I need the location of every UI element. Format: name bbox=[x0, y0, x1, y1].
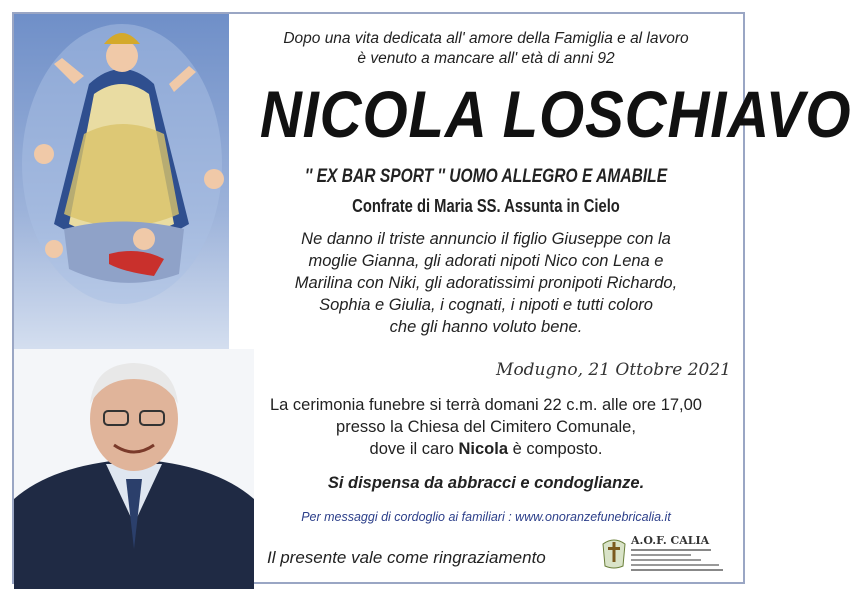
thanks-note: Il presente vale come ringraziamento bbox=[267, 548, 546, 567]
deceased-portrait-photo bbox=[14, 349, 254, 589]
intro-line-1: Dopo una vita dedicata all' amore della Famiglia e al lavoro bbox=[283, 30, 689, 47]
agency-address-fine-print bbox=[631, 548, 731, 572]
tagline: '' EX BAR SPORT '' UOMO ALLEGRO E AMABILE bbox=[304, 166, 668, 187]
cross-emblem-icon bbox=[601, 536, 627, 570]
obituary-text-area bbox=[229, 14, 852, 582]
ceremony-deceased-first-name: Nicola bbox=[458, 440, 509, 458]
announcement-line-2: moglie Gianna, gli adorati nipoti Nico con Lena e bbox=[308, 252, 664, 270]
announcement-line-1: Ne danno il triste annuncio il figlio Giuseppe con la bbox=[301, 230, 671, 248]
ceremony-line-3-end: è composto. bbox=[508, 440, 603, 458]
agency-name: A.O.F. CALIA bbox=[631, 534, 710, 547]
condolence-website-note: Per messaggi di cordoglio ai familiari : www.onoranzefunebricalia.it bbox=[301, 510, 671, 524]
ceremony-line-1: La cerimonia funebre si terrà domani 22 c.m. alle ore 17,00 bbox=[270, 396, 702, 414]
left-image-column bbox=[14, 14, 229, 582]
dispensa-note: Si dispensa da abbracci e condoglianze. bbox=[327, 474, 645, 492]
obituary-frame bbox=[12, 12, 852, 584]
place-date: Modugno, 21 Ottobre 2021 bbox=[496, 360, 731, 380]
ceremony-line-2: presso la Chiesa del Cimitero Comunale, bbox=[336, 418, 636, 436]
funeral-agency-badge bbox=[601, 532, 731, 576]
deceased-name: NICOLA LOSCHIAVO bbox=[259, 77, 852, 151]
announcement-line-5: che gli hanno voluto bene. bbox=[389, 318, 583, 336]
announcement-line-4: Sophia e Giulia, i cognati, i nipoti e tutti coloro bbox=[319, 296, 653, 314]
intro-line-2: è venuto a mancare all' età di anni 92 bbox=[357, 50, 615, 67]
announcement-line-3: Marilina con Niki, gli adoratissimi pronipoti Richardo, bbox=[294, 274, 678, 292]
ceremony-line-3-start: dove il caro bbox=[369, 440, 459, 458]
madonna-statue-image bbox=[14, 14, 229, 304]
ceremony-line-3 bbox=[229, 438, 743, 460]
confraternity-line: Confrate di Maria SS. Assunta in Cielo bbox=[352, 196, 620, 216]
